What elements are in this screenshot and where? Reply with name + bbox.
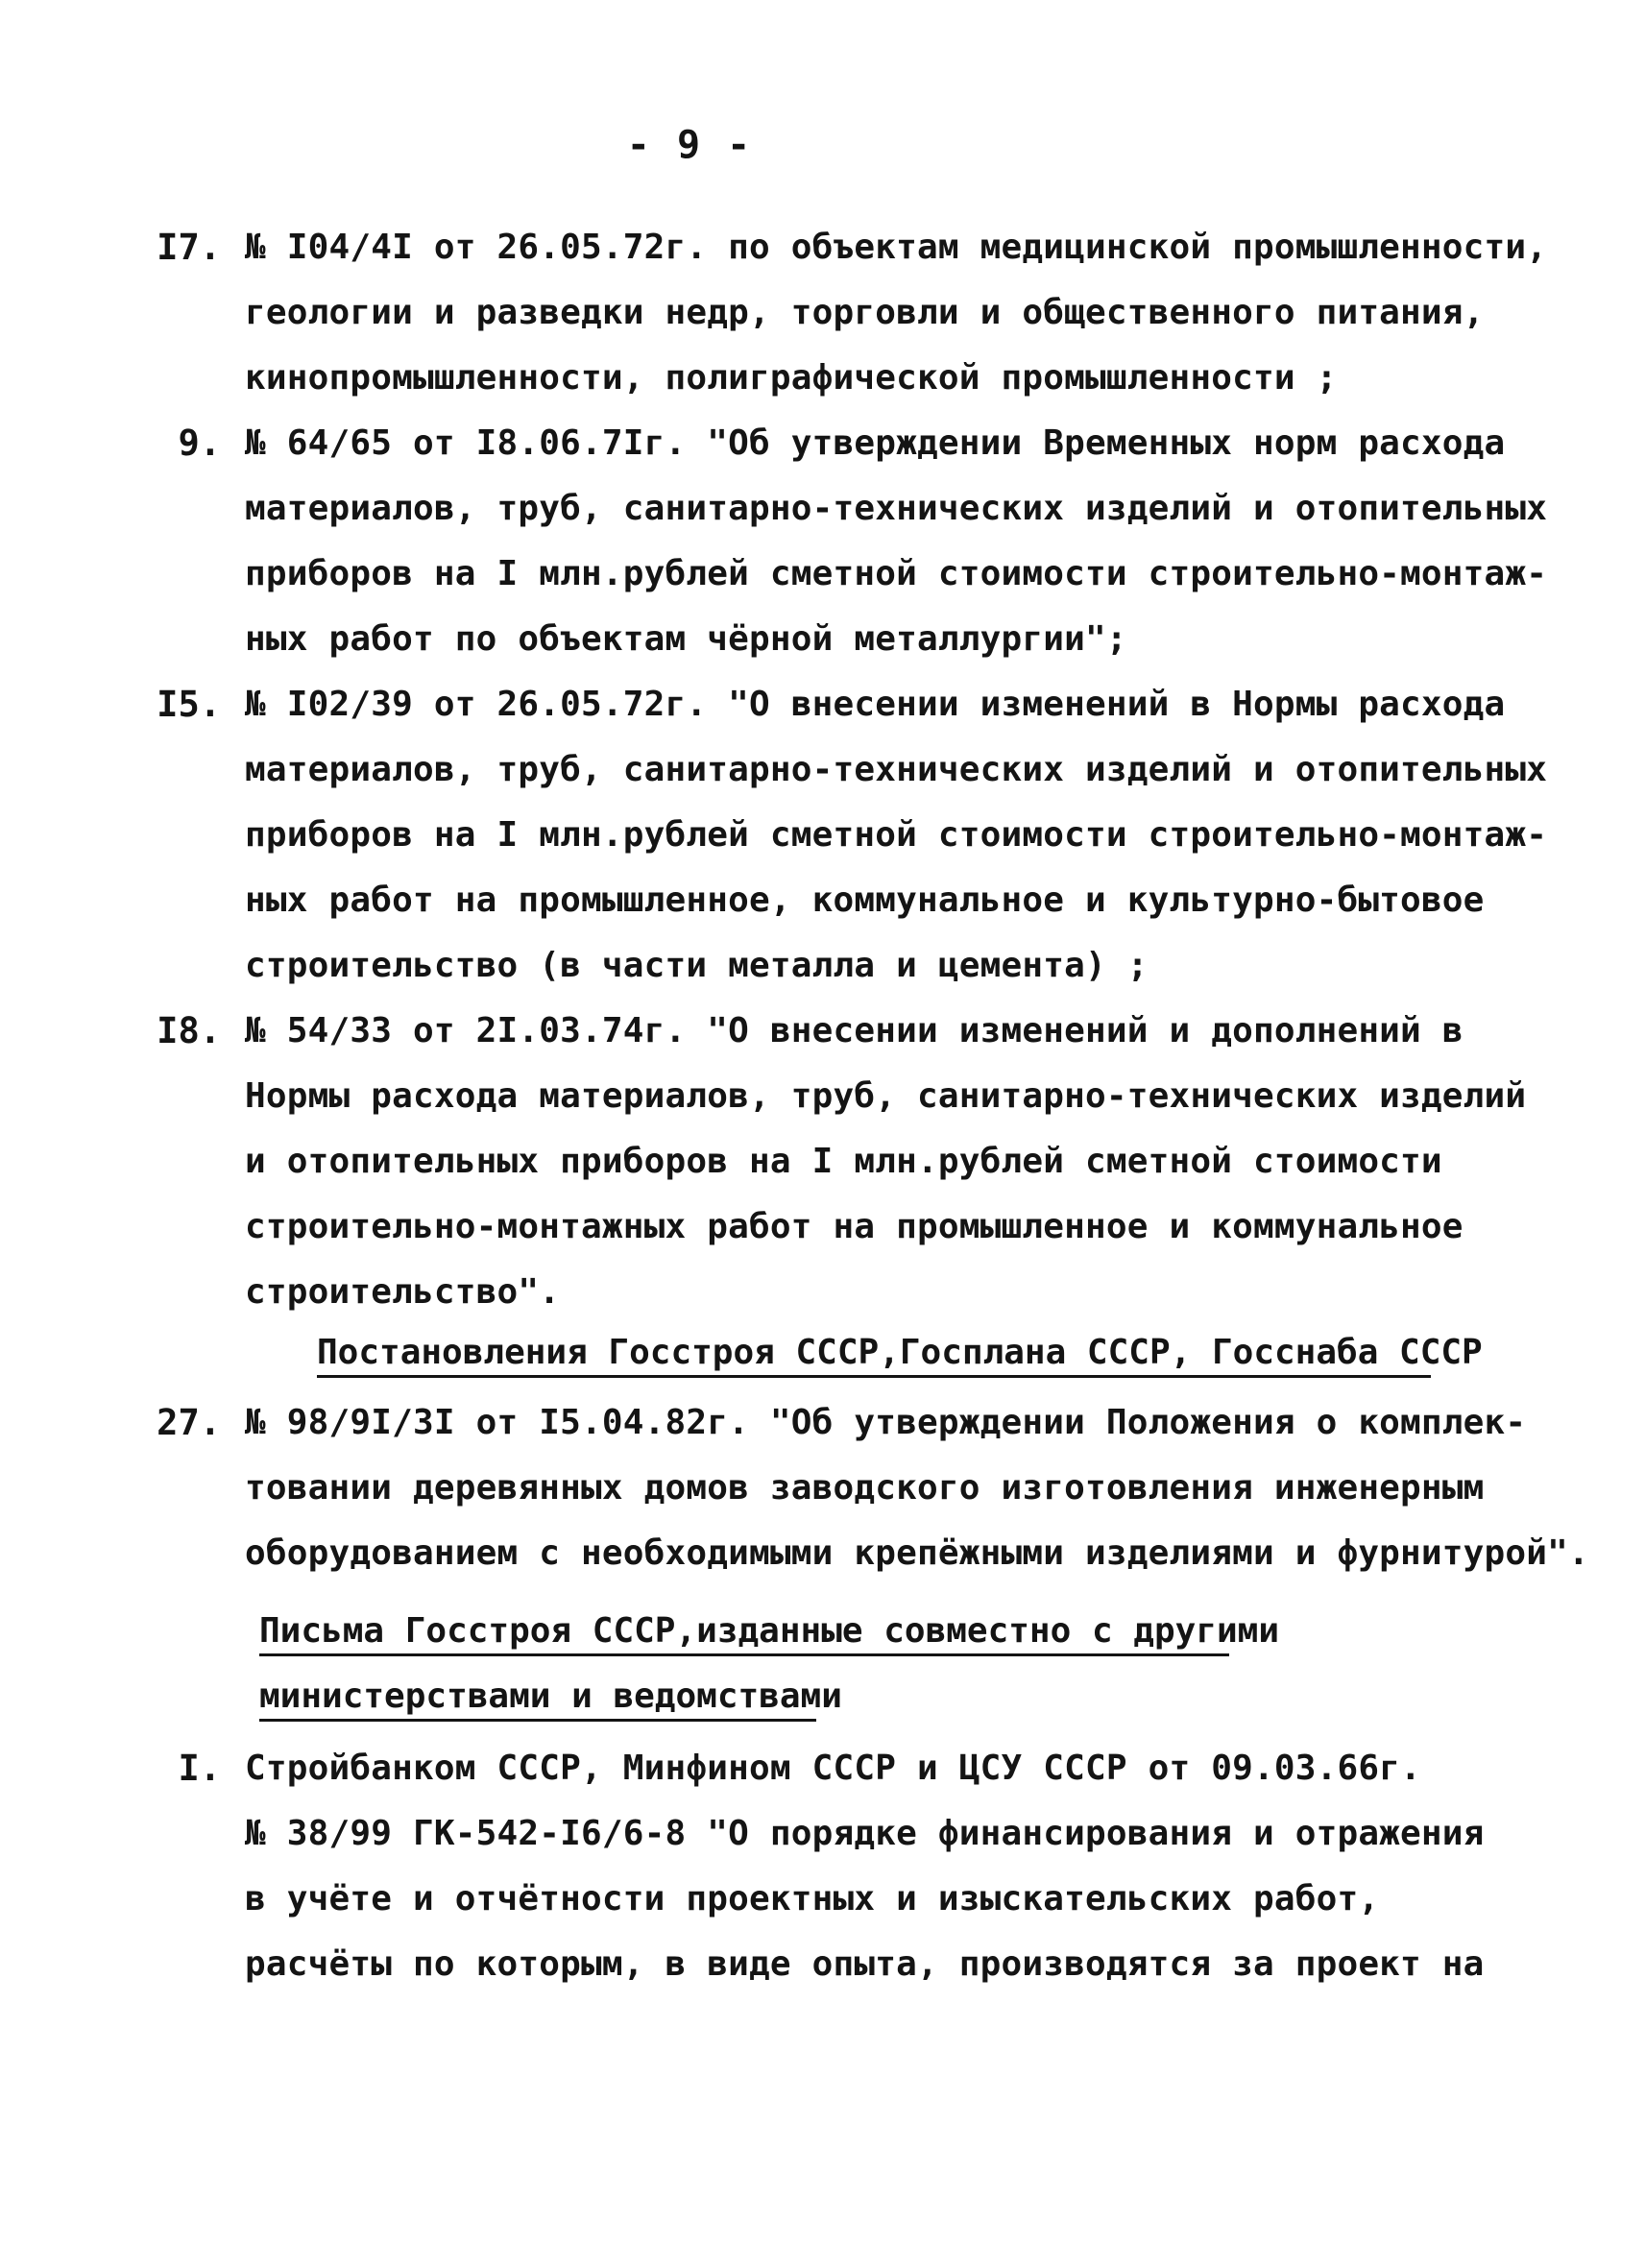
text-line: приборов на I млн.рублей сметной стоимости строительно-монтаж- — [245, 815, 1548, 855]
heading-underline — [259, 1653, 1229, 1656]
item-text — [245, 215, 1548, 411]
item-number: 27. — [157, 1402, 221, 1443]
text-line: № I02/39 от 26.05.72г. "О внесении изменений в Нормы расхода — [245, 685, 1506, 724]
text-line: геологии и разведки недр, торговли и общественного питания, — [245, 293, 1485, 332]
text-line: кинопромышленности, полиграфической промышленности ; — [245, 358, 1338, 398]
heading-underline — [317, 1375, 1431, 1378]
text-line: № I04/4I от 26.05.72г. по объектам медицинской промышленности, — [245, 228, 1548, 267]
text-line: № 64/65 от I8.06.7Iг. "Об утверждении Временных норм расхода — [245, 423, 1506, 463]
text-line: приборов на I млн.рублей сметной стоимости строительно-монтаж- — [245, 554, 1548, 593]
page-number: - 9 - — [626, 123, 753, 167]
text-line: расчёты по которым, в виде опыта, производятся за проект на — [245, 1944, 1485, 1984]
item-number: I7. — [157, 227, 221, 268]
item-number: I. — [178, 1748, 221, 1789]
text-line: материалов, труб, санитарно-технических изделий и отопительных — [245, 489, 1548, 528]
text-line: строительно-монтажных работ на промышленное и коммунальное — [245, 1207, 1464, 1246]
text-line: Нормы расхода материалов, труб, санитарно-технических изделий — [245, 1076, 1527, 1116]
item-number: 9. — [178, 422, 221, 464]
item-text — [245, 1736, 1493, 1997]
section-heading: Письма Госстроя СССР,изданные совместно с другими — [259, 1611, 1280, 1651]
text-line: ных работ по объектам чёрной металлургии"; — [245, 619, 1127, 659]
text-line: № 38/99 ГК-542-I6/6-8 "О порядке финансирования и отражения — [245, 1814, 1485, 1853]
text-line: Стройбанком СССР, Минфином СССР и ЦСУ СССР от 09.03.66г. — [245, 1749, 1421, 1788]
heading-underline — [259, 1719, 816, 1722]
text-line: ных работ на промышленное, коммунальное и культурно-бытовое — [245, 881, 1485, 920]
text-line: строительство (в части металла и цемента) ; — [245, 946, 1149, 985]
text-line: оборудованием с необходимыми крепёжными изделиями и фурнитурой". — [245, 1533, 1589, 1573]
text-line: № 54/33 от 2I.03.74г. "О внесении изменений и дополнений в — [245, 1011, 1464, 1050]
item-text — [245, 672, 1548, 999]
text-line: товании деревянных домов заводского изготовления инженерным — [245, 1468, 1485, 1508]
item-number: I5. — [157, 684, 221, 725]
item-text — [245, 999, 1527, 1325]
item-number: I8. — [157, 1010, 221, 1051]
text-line: материалов, труб, санитарно-технических изделий и отопительных — [245, 750, 1548, 789]
text-line: в учёте и отчётности проектных и изыскательских работ, — [245, 1879, 1380, 1918]
text-line: № 98/9I/3I от I5.04.82г. "Об утверждении Положения о комплек- — [245, 1403, 1527, 1442]
item-text — [245, 1390, 1589, 1586]
text-line: и отопительных приборов на I млн.рублей сметной стоимости — [245, 1142, 1442, 1181]
section-heading: Постановления Госстроя СССР,Госплана СССР, Госснаба СССР — [317, 1333, 1483, 1372]
section-heading: министерствами и ведомствами — [259, 1677, 842, 1716]
item-text — [245, 411, 1548, 672]
text-line: строительство". — [245, 1272, 561, 1312]
